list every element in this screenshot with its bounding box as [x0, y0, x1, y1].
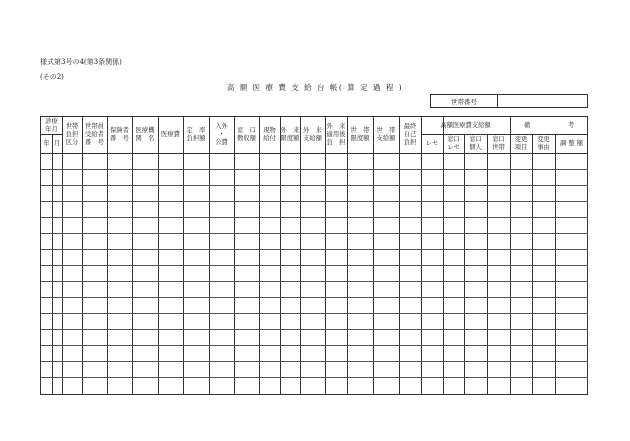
col-madoguchi-rese: 窓口 レセ — [447, 136, 460, 151]
ledger-table — [40, 116, 588, 395]
col-gairai-tekiyogo: 外 来 適用後 負 担 — [326, 123, 346, 146]
col-nyugai: 入外 ・ 公費 — [215, 123, 228, 146]
household-number-label: 世帯番号 — [431, 95, 498, 107]
col-setai-shikyu: 世 帯 支給額 — [376, 127, 396, 142]
col-kogaku-group: 高額医療費支給額 — [440, 122, 491, 129]
col-tsuki: 月 — [53, 140, 61, 147]
col-rese: レセ — [425, 140, 439, 147]
col-shinryo-ym: 診療 年月 — [45, 118, 58, 133]
col-hokensha: 保険者 番 号 — [110, 127, 129, 142]
col-setai-jukyu: 世帯員 受給者 番 号 — [85, 123, 104, 146]
household-number-box — [430, 94, 588, 108]
col-genbutsu: 現物 給付 — [263, 127, 276, 142]
col-henko-komoku: 変更 項目 — [514, 136, 528, 151]
col-madoguchi-kojin: 窓口 個人 — [469, 136, 482, 151]
col-iryohi: 医療費 — [161, 131, 180, 138]
col-madoguchi-setai: 窓口 世帯 — [492, 136, 505, 151]
col-nen: 年 — [43, 140, 50, 147]
col-saishu: 最終 自己 負担 — [403, 123, 417, 146]
col-henko-jiyu: 変更 事由 — [537, 136, 550, 151]
form-title: 高 額 医 療 費 支 給 台 帳( 算 定 過 程 ) — [226, 83, 404, 92]
col-iryokikan: 医療機 関 名 — [135, 127, 155, 142]
form-number: 様式第3号の4(第3条関係) — [40, 58, 122, 66]
sub-note: (その2) — [40, 73, 64, 81]
col-gairai-shikyu: 外 来 支給額 — [303, 127, 322, 142]
col-setai-gendo: 世 帯 限度額 — [350, 127, 370, 142]
household-number-field[interactable] — [498, 95, 587, 107]
col-chosei: 調 整 額 — [560, 140, 583, 147]
col-setai-futan: 世帯 負担 区分 — [65, 123, 79, 146]
col-madoguchi: 窓 口 徴収額 — [237, 127, 256, 142]
col-biko-group: 備 考 — [523, 122, 575, 129]
col-teiritsu: 定 率 負担額 — [186, 127, 206, 142]
col-gairai-gendo: 外 来 限度額 — [280, 127, 300, 142]
